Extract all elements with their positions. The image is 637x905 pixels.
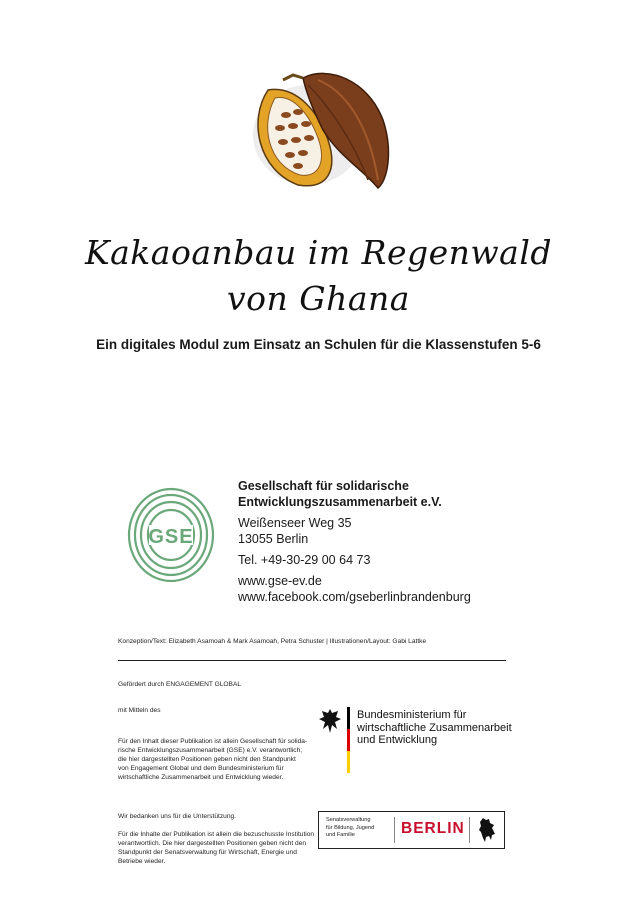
org-street: Weißenseer Weg 35 [238, 516, 352, 530]
federal-eagle-icon [318, 707, 342, 735]
org-name-line-1: Gesellschaft für solidarische [238, 479, 409, 493]
disclaimer-1-line: von Engagement Global und dem Bundesministerium für [118, 765, 284, 772]
thanks: Wir bedanken uns für die Unterstützung. [118, 813, 237, 820]
org-name [238, 478, 442, 510]
funding-line-1: Gefördert durch ENGAGEMENT GLOBAL [118, 681, 242, 688]
title-line-1: Kakaoanbau im Regenwald [84, 233, 553, 272]
berlin-wordmark: BERLIN [401, 820, 465, 837]
disclaimer-2-line: verantwortlich. Die hier dargestellten Positionen geben nicht den [118, 840, 307, 847]
funding-line-2: mit Mitteln des [118, 707, 161, 714]
bmz-line-1: Bundesministerium für [357, 709, 467, 721]
disclaimer-1-line: wirtschaftliche Zusammenarbeit und Entwicklung wieder. [118, 774, 284, 781]
disclaimer-2-line: Betriebe wieder. [118, 858, 166, 865]
credits: Konzeption/Text: Elizabeth Asamoah & Mark Asamoah, Petra Schuster | Illustrationen/Layout: Gabi Lattke [118, 638, 427, 645]
org-city: 13055 Berlin [238, 532, 309, 546]
senate-line-1: Senatsverwaltung [326, 817, 371, 823]
gse-logo [125, 485, 217, 585]
senate-name [326, 817, 396, 840]
divider [118, 660, 506, 661]
bmz-flag-bar [347, 707, 350, 773]
senate-line-2: für Bildung, Jugend [326, 824, 375, 831]
bmz-line-2: wirtschaftliche Zusammenarbeit [357, 721, 512, 734]
berlin-separator [469, 817, 470, 843]
cocoa-pod-illustration [228, 60, 398, 200]
title-line-2: von Ghana [227, 279, 410, 318]
gse-logo-text: GSE [148, 526, 194, 548]
flag-red [347, 729, 350, 751]
disclaimer-2 [118, 830, 314, 866]
disclaimer-1 [118, 737, 307, 782]
subtitle: Ein digitales Modul zum Einsatz an Schulen für die Klassenstufen 5-6 [96, 337, 541, 352]
flag-black [347, 707, 350, 729]
bmz-line-3: und Entwicklung [357, 734, 438, 746]
flag-gold [347, 751, 350, 773]
org-name-line-2: Entwicklungszusammenarbeit e.V. [238, 495, 442, 509]
disclaimer-1-line: die hier dargestellten Positionen geben nicht den Standpunkt [118, 756, 296, 763]
disclaimer-2-line: Standpunkt der Senatsverwaltung für Wirtschaft, Energie und [118, 849, 297, 856]
disclaimer-1-line: Für den Inhalt dieser Publikation ist allein Gesellschaft für solida- [118, 738, 308, 745]
disclaimer-2-line: Für die Inhalte der Publikation ist allein die bezuschusste Institution [118, 831, 315, 838]
berlin-bear-icon [477, 816, 497, 844]
org-facebook-link[interactable]: www.facebook.com/gseberlinbrandenburg [238, 590, 471, 604]
org-phone: Tel. +49-30-29 00 64 73 [238, 553, 371, 567]
senate-line-3: und Familie [326, 832, 355, 838]
bmz-name [357, 709, 512, 747]
berlin-separator [394, 817, 395, 843]
org-website-link[interactable]: www.gse-ev.de [238, 574, 322, 588]
disclaimer-1-line: rische Entwicklungszusammenarbeit (GSE) e.V. verantwortlich; [118, 747, 303, 754]
